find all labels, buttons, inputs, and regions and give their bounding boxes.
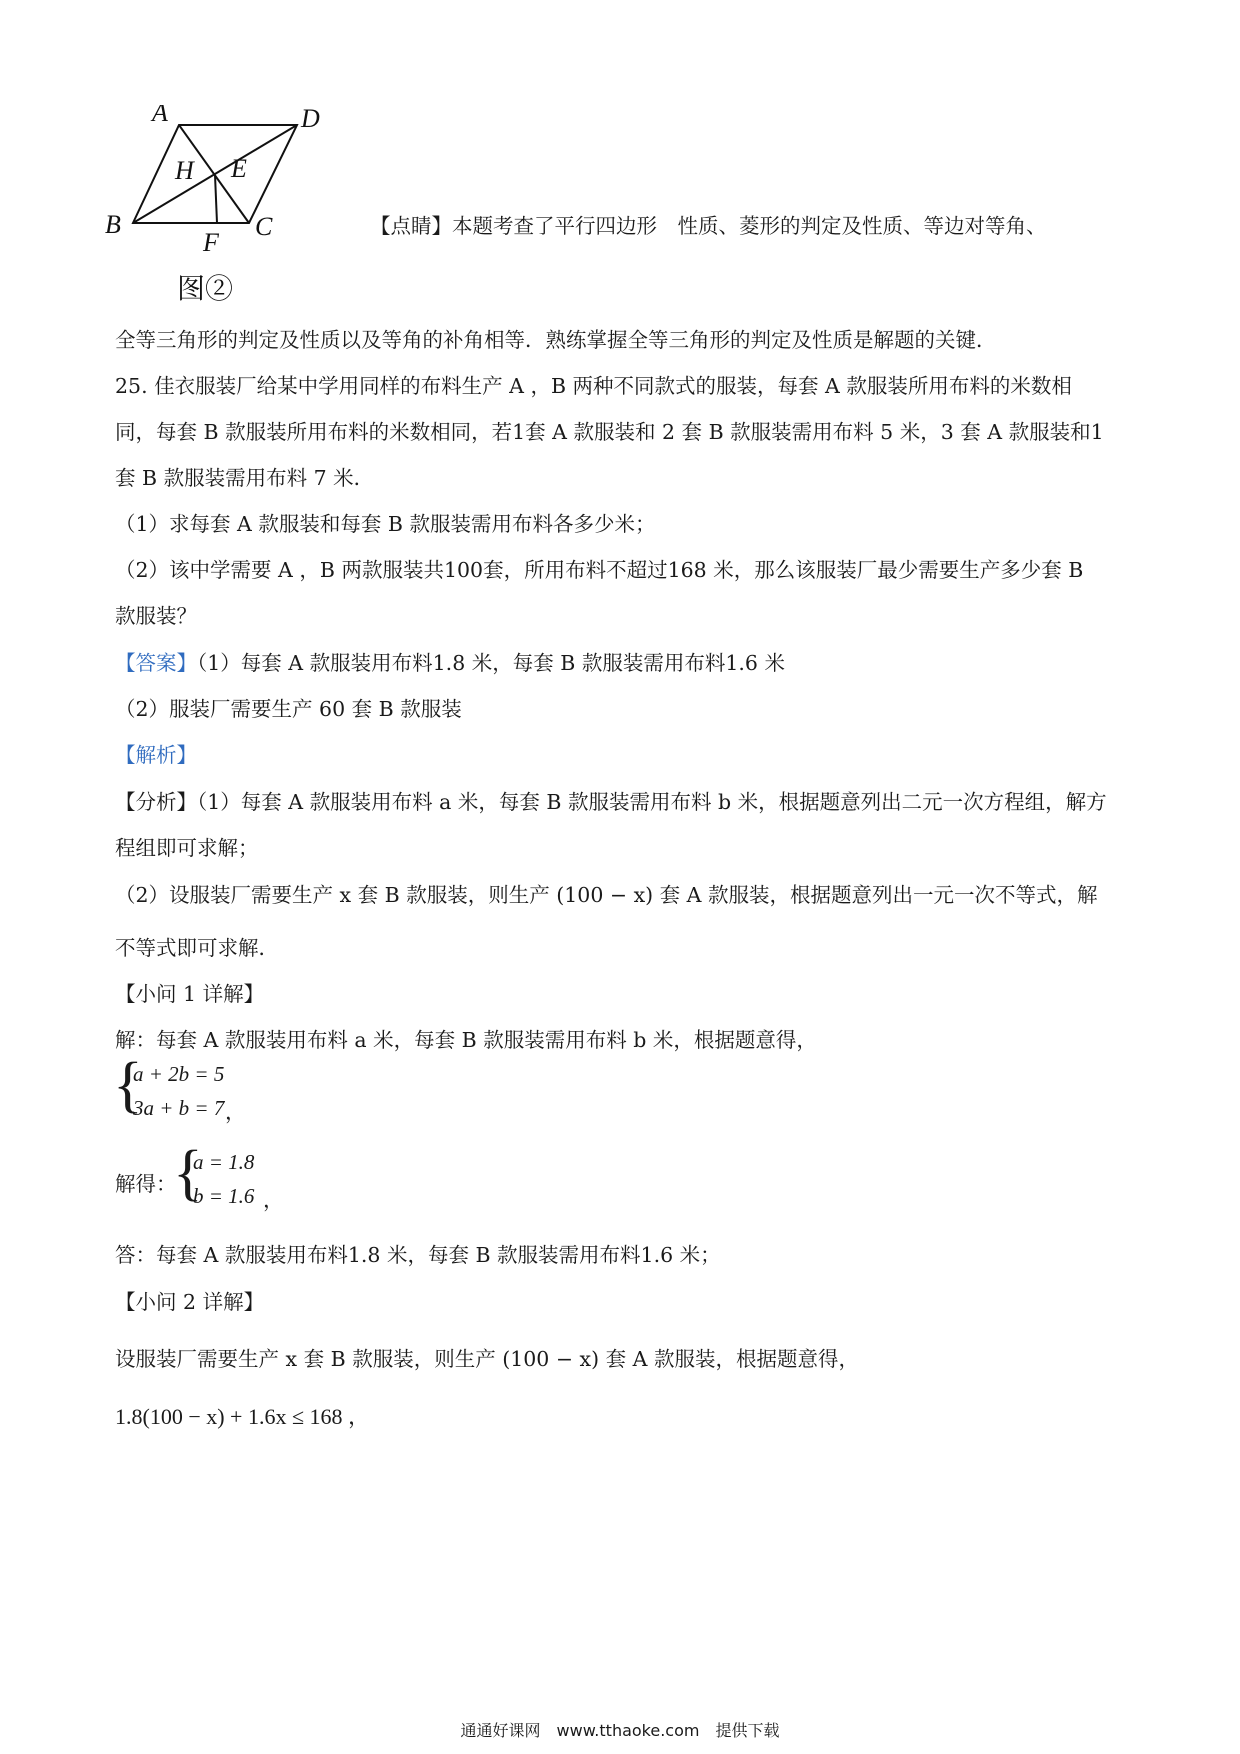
analysis-line-1: 【分析】（1）每套 A 款服装用布料 a 米，每套 B 款服装需用布料 b 米，根据题意列出二元一次方程组，解方 bbox=[115, 790, 1107, 814]
label-b: B bbox=[105, 210, 121, 239]
dianjing-line-2: 全等三角形的判定及性质以及等角的补角相等．熟练掌握全等三角形的判定及性质是解题的关键． bbox=[115, 328, 997, 352]
label-a: A bbox=[152, 105, 168, 127]
q1-heading: 【小问 1 详解】 bbox=[115, 982, 265, 1006]
parallelogram-figure bbox=[105, 105, 375, 345]
figure-svg bbox=[105, 105, 375, 345]
equation-1: a + 2b = 5 bbox=[133, 1062, 225, 1086]
question-part-1: （1）求每套 A 款服装和每套 B 款服装需用布料各多少米； bbox=[115, 512, 656, 536]
label-f: F bbox=[203, 228, 219, 257]
equation-2: 3a + b = 7 bbox=[133, 1096, 225, 1120]
label-c: C bbox=[255, 212, 273, 241]
left-brace: { bbox=[173, 1139, 203, 1207]
question-line-2: 同，每套 B 款服装所用布料的米数相同，若1套 A 款服装和 2 套 B 款服装需用布料 5 米，3 套 A 款服装和1 bbox=[115, 420, 1104, 444]
q2-line-1: 设服装厂需要生产 x 套 B 款服装，则生产 (100 − x) 套 A 款服装，根据题意得， bbox=[115, 1347, 859, 1371]
analysis-line-3: （2）设服装厂需要生产 x 套 B 款服装，则生产 (100 − x) 套 A 款服装，根据题意列出一元一次不等式，解 bbox=[115, 883, 1098, 907]
solution-1: a = 1.8 bbox=[193, 1150, 255, 1174]
equation-suffix: ， bbox=[225, 1100, 246, 1124]
left-brace: { bbox=[113, 1051, 143, 1119]
q1-conclusion: 答：每套 A 款服装用布料1.8 米，每套 B 款服装需用布料1.6 米； bbox=[115, 1243, 721, 1267]
solve-prefix: 解得： bbox=[115, 1172, 177, 1196]
analysis-line-4: 不等式即可求解． bbox=[115, 936, 279, 960]
question-line-3: 套 B 款服装需用布料 7 米． bbox=[115, 466, 375, 490]
q2-inequality: 1.8(100 − x) + 1.6x ≤ 168 ， bbox=[115, 1404, 371, 1429]
figure-caption: 图② bbox=[177, 272, 234, 305]
dianjing-line-1: 【点睛】本题考查了平行四边形 性质、菱形的判定及性质、等边对等角、 bbox=[370, 214, 1047, 238]
question-part-2-line-2: 款服装？ bbox=[115, 604, 197, 628]
q1-line-1: 解：每套 A 款服装用布料 a 米，每套 B 款服装需用布料 b 米，根据题意得， bbox=[115, 1028, 817, 1052]
answer-line-1 bbox=[115, 649, 785, 677]
solution-suffix: ， bbox=[263, 1188, 284, 1212]
answer-line-2: （2）服装厂需要生产 60 套 B 款服装 bbox=[115, 697, 462, 721]
footer-text: 通通好课网 www.tthaoke.com 提供下载 bbox=[460, 1721, 780, 1740]
q2-heading: 【小问 2 详解】 bbox=[115, 1290, 265, 1314]
answer-text-1: （1）每套 A 款服装用布料1.8 米，每套 B 款服装需用布料1.6 米 bbox=[197, 651, 785, 675]
label-h: H bbox=[175, 156, 194, 185]
label-e: E bbox=[231, 154, 247, 183]
solution-2: b = 1.6 bbox=[193, 1184, 255, 1208]
label-d: D bbox=[301, 105, 320, 133]
analysis-tag: 【解析】 bbox=[115, 743, 197, 767]
answer-tag: 【答案】 bbox=[115, 651, 197, 675]
question-part-2-line-1: （2）该中学需要 A ，B 两款服装共100套，所用布料不超过168 米，那么该服装厂最少需要生产多少套 B bbox=[115, 558, 1084, 582]
question-line-1: 25. 佳衣服装厂给某中学用同样的布料生产 A ，B 两种不同款式的服装，每套 A 款服装所用布料的米数相 bbox=[115, 374, 1072, 398]
analysis-line-2: 程组即可求解； bbox=[115, 836, 259, 860]
